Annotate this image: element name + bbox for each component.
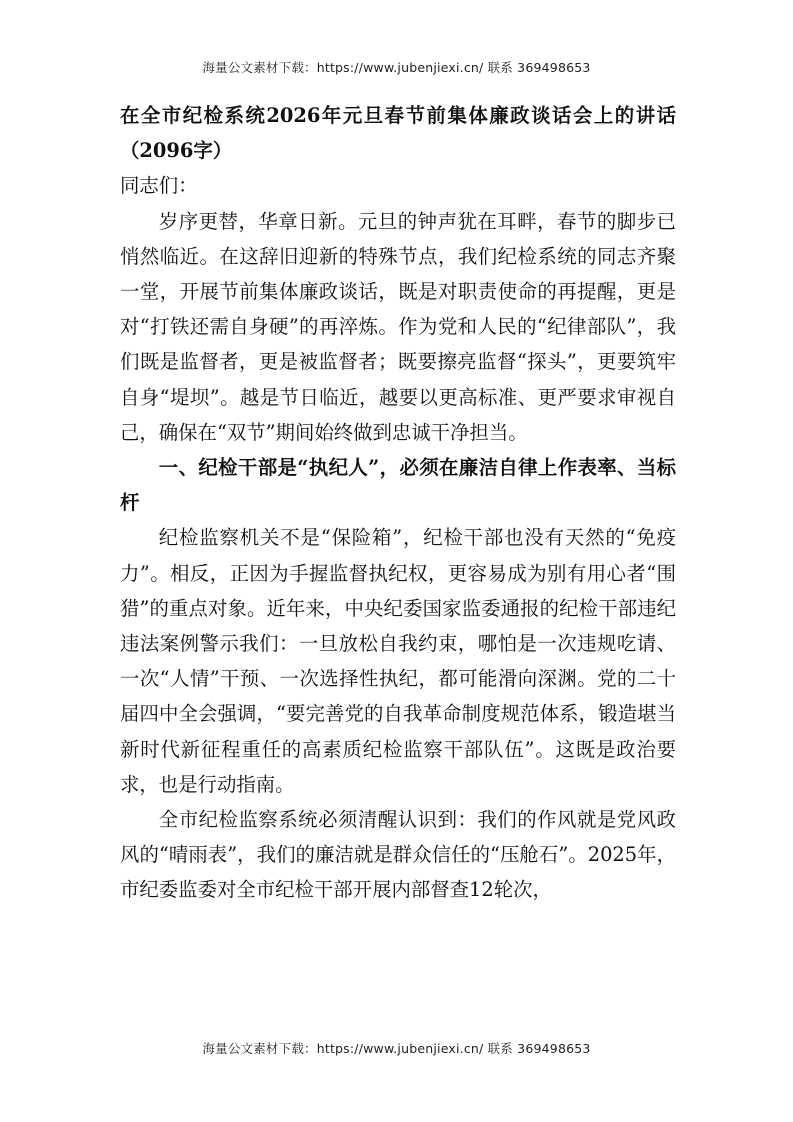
section-heading-1: 一、纪检干部是“执纪人”，必须在廉洁自律上作表率、当标杆: [120, 456, 676, 515]
paragraph-section1-a: 纪检监察机关不是“保险箱”，纪检干部也没有天然的“免疫力”。相反，正因为手握监督执纪权，更容易成为别有用心者“围猎”的重点对象。近年来，中央纪委国家监委通报的纪检干部违纪违法案例警示我们：一旦放松自我约束，哪怕是一次违规吃请、一次“人情”干预、一次选择性执纪，都可能滑向深渊。党的二十届四中全会强调，“要完善党的自我革命制度规范体系，锻造堪当新时代新征程重任的高素质纪检监察干部队伍”。这既是政治要求，也是行动指南。: [120, 526, 676, 796]
page-header: 海量公文素材下载：https://www.jubenjiexi.cn/ 联系 369498653: [202, 60, 591, 75]
salutation: 同志们：: [120, 174, 198, 198]
document-body: [120, 98, 676, 908]
document-title: 在全市纪检系统2026年元旦春节前集体廉政谈话会上的讲话（2096字）: [120, 104, 676, 163]
page-footer: 海量公文素材下载：https://www.jubenjiexi.cn/ 联系 369498653: [202, 1041, 591, 1056]
paragraph-section1-b: 全市纪检监察系统必须清醒认识到：我们的作风就是党风政风的“晴雨表”，我们的廉洁就是群众信任的“压舱石”。2025年，市纪委监委对全市纪检干部开展内部督查12轮次，: [120, 808, 676, 902]
paragraph-intro: 岁序更替，华章日新。元旦的钟声犹在耳畔，春节的脚步已悄然临近。在这辞旧迎新的特殊节点，我们纪检系统的同志齐聚一堂，开展节前集体廉政谈话，既是对职责使命的再提醒，更是对“打铁还需自身硬”的再淬炼。作为党和人民的“纪律部队”，我们既是监督者，更是被监督者；既要擦亮监督“探头”，更要筑牢自身“堤坝”。越是节日临近，越要以更高标准、更严要求审视自己，确保在“双节”期间始终做到忠诚干净担当。: [120, 209, 676, 444]
